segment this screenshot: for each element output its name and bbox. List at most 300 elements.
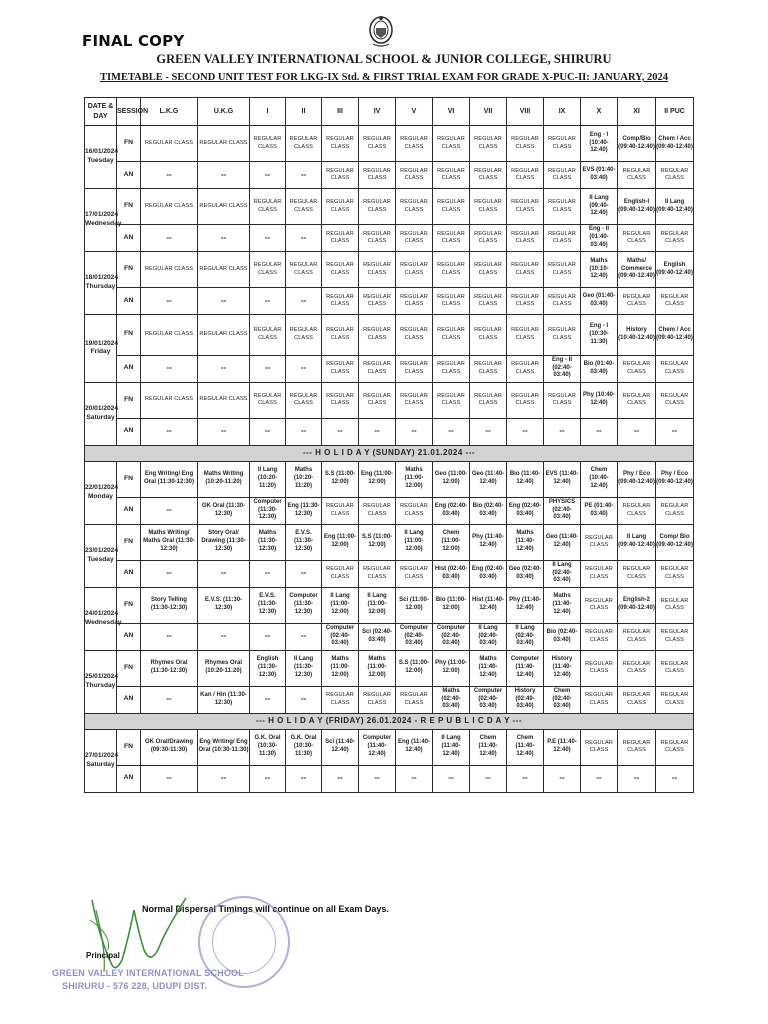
schedule-cell: REGULAR CLASS [396,686,433,713]
schedule-cell: REGULAR CLASS [396,560,433,587]
schedule-cell: REGULAR CLASS [359,225,396,252]
timetable-row [85,225,694,252]
session-cell: FN [117,650,141,686]
schedule-cell: REGULAR CLASS [322,189,359,225]
schedule-cell: REGULAR CLASS [470,288,507,315]
schedule-cell: REGULAR CLASS [581,650,618,686]
timetable-row [85,686,694,713]
schedule-cell: Maths (11:00-12:00) [396,461,433,497]
schedule-cell: History (11:40-12:40) [544,650,581,686]
schedule-cell: Chem (11:40-12:40) [507,729,544,765]
schedule-cell: REGULAR CLASS [141,126,198,162]
schedule-cell: S.S (11:00-12:00) [359,524,396,560]
schedule-cell: REGULAR CLASS [286,252,322,288]
header-row [85,98,694,126]
schedule-cell: -- [359,418,396,445]
schedule-cell: Maths (10:10-12:40) [581,252,618,288]
timetable-row [85,288,694,315]
schedule-cell: REGULAR CLASS [433,189,470,225]
schedule-cell: Eng Writing/ Eng Oral (10:30-11:30) [198,729,250,765]
date-cell: 25/01/2024 Thursday [85,650,117,713]
schedule-cell: Story Telling (11:30-12:30) [141,587,198,623]
session-cell: FN [117,524,141,560]
timetable-row [85,587,694,623]
schedule-cell: Maths Writing (10:20-11:20) [198,461,250,497]
column-header: IV [359,98,396,126]
timetable-row [85,418,694,445]
timetable-row [85,382,694,418]
schedule-cell: G.K. Oral (10:30-11:30) [286,729,322,765]
schedule-cell: -- [581,765,618,792]
schedule-cell: -- [250,765,286,792]
timetable [84,97,694,793]
schedule-cell: REGULAR CLASS [470,355,507,382]
principal-label: Principal [86,951,120,960]
timetable-row [85,650,694,686]
schedule-cell: REGULAR CLASS [396,355,433,382]
schedule-cell: REGULAR CLASS [507,162,544,189]
schedule-cell: REGULAR CLASS [359,252,396,288]
schedule-cell: REGULAR CLASS [581,729,618,765]
schedule-cell: REGULAR CLASS [581,560,618,587]
schedule-cell: -- [286,288,322,315]
date-cell: 18/01/2024 Thursday [85,252,117,315]
schedule-cell: -- [141,162,198,189]
schedule-cell: -- [286,225,322,252]
schedule-cell: REGULAR CLASS [359,560,396,587]
schedule-cell: REGULAR CLASS [618,355,656,382]
schedule-cell: REGULAR CLASS [433,252,470,288]
schedule-cell: REGULAR CLASS [198,252,250,288]
schedule-cell: Phy / Eco (09:40-12:40) [618,461,656,497]
principal-signature [82,880,192,980]
schedule-cell: Computer (02:40-03:40) [433,623,470,650]
schedule-cell: -- [198,418,250,445]
timetable-row [85,623,694,650]
column-header: SESSION [117,98,141,126]
schedule-cell: REGULAR CLASS [656,162,694,189]
column-header: VI [433,98,470,126]
schedule-cell: Phy (11:40-12:40) [507,587,544,623]
schedule-cell: Comp/ Bio (09:40-12:40) [656,524,694,560]
schedule-cell: REGULAR CLASS [507,225,544,252]
schedule-cell: P.E (11:40-12:40) [544,729,581,765]
schedule-cell: EVS (11:40-12:40) [544,461,581,497]
schedule-cell: REGULAR CLASS [141,189,198,225]
schedule-cell: Geo (02:40-03:40) [507,560,544,587]
schedule-cell: REGULAR CLASS [286,126,322,162]
schedule-cell: Eng Writing/ Eng Oral (11:30-12:30) [141,461,198,497]
schedule-cell: REGULAR CLASS [141,382,198,418]
schedule-cell: REGULAR CLASS [544,126,581,162]
schedule-cell: REGULAR CLASS [544,288,581,315]
schedule-cell: II Lang (09:40-12:40) [581,189,618,225]
schedule-cell: REGULAR CLASS [396,497,433,524]
schedule-cell: -- [618,765,656,792]
schedule-cell: REGULAR CLASS [618,225,656,252]
schedule-cell: Eng (02:40-03:40) [433,497,470,524]
schedule-cell: REGULAR CLASS [359,497,396,524]
schedule-cell: Geo (01:40-03:40) [581,288,618,315]
column-header: X [581,98,618,126]
schedule-cell: REGULAR CLASS [250,126,286,162]
schedule-cell: -- [656,418,694,445]
schedule-cell: History (10:40-12:40) [618,315,656,356]
schedule-cell: Maths (11:40-12:40) [544,587,581,623]
schedule-cell: Eng (11:00-12:00) [359,461,396,497]
timetable-row [85,252,694,288]
schedule-cell: -- [544,765,581,792]
stamp-address: SHIRURU - 576 228, UDUPI DIST. [62,981,208,991]
schedule-cell: REGULAR CLASS [322,497,359,524]
schedule-cell: REGULAR CLASS [507,315,544,356]
schedule-cell: Computer (11:30-12:30) [286,587,322,623]
schedule-cell: REGULAR CLASS [470,225,507,252]
schedule-cell: Hist (11:40-12:40) [470,587,507,623]
schedule-cell: REGULAR CLASS [359,686,396,713]
schedule-cell: REGULAR CLASS [322,382,359,418]
schedule-cell: Eng - I (10:40-12:40) [581,126,618,162]
schedule-cell: -- [507,765,544,792]
date-cell: 17/01/2024 Wednesday [85,189,117,252]
schedule-cell: REGULAR CLASS [322,225,359,252]
schedule-cell: G.K. Oral (10:30-11:30) [250,729,286,765]
date-cell: 27/01/2024 Saturday [85,729,117,792]
schedule-cell: Computer (02:40-03:40) [322,623,359,650]
schedule-cell: -- [250,162,286,189]
schedule-cell: Eng (02:40-03:40) [507,497,544,524]
schedule-cell: REGULAR CLASS [656,355,694,382]
schedule-cell: REGULAR CLASS [396,315,433,356]
schedule-cell: Eng - I (10:30-11:30) [581,315,618,356]
schedule-cell: GK Oral (11:30-12:30) [198,497,250,524]
schedule-cell: II Lang (09:40-12:40) [656,189,694,225]
schedule-cell: English-I (09:40-12:40) [618,189,656,225]
schedule-cell: S.S (11:00-12:00) [396,650,433,686]
schedule-cell: Chem (10:40-12:40) [581,461,618,497]
schedule-cell: Computer (11:40-12:40) [359,729,396,765]
schedule-cell: Computer (02:40-03:40) [470,686,507,713]
schedule-cell: II Lang (11:00-12:00) [359,587,396,623]
schedule-cell: REGULAR CLASS [544,162,581,189]
schedule-cell: REGULAR CLASS [470,189,507,225]
schedule-cell: Maths (11:40-12:40) [507,524,544,560]
schedule-cell: Computer (11:40-12:40) [507,650,544,686]
schedule-cell: Sci (11:00-12:00) [396,587,433,623]
schedule-cell: Eng - II (01:40-03:40) [581,225,618,252]
timetable-row [85,315,694,356]
schedule-cell: II Lang (11:00-12:00) [322,587,359,623]
schedule-cell: REGULAR CLASS [618,650,656,686]
session-cell: AN [117,288,141,315]
column-header: L.K.G [141,98,198,126]
session-cell: AN [117,225,141,252]
schedule-cell: Rhymes Oral (10:20-11:20) [198,650,250,686]
column-header: IX [544,98,581,126]
schedule-cell: S.S (11:00-12:00) [322,461,359,497]
final-copy-label: FINAL COPY [82,32,185,50]
schedule-cell: REGULAR CLASS [656,382,694,418]
schedule-cell: English-2 (09:40-12:40) [618,587,656,623]
schedule-cell: Sci (02:40-03:40) [359,623,396,650]
date-cell: 19/01/2024 Friday [85,315,117,383]
schedule-cell: REGULAR CLASS [470,252,507,288]
schedule-cell: Phy (11:00-12:00) [433,650,470,686]
schedule-cell: REGULAR CLASS [507,288,544,315]
schedule-cell: REGULAR CLASS [250,252,286,288]
schedule-cell: Chem / Acc (09:40-12:40) [656,126,694,162]
schedule-cell: -- [656,765,694,792]
schedule-cell: -- [250,225,286,252]
date-cell: 16/01/2024 Tuesday [85,126,117,189]
schedule-cell: REGULAR CLASS [656,560,694,587]
schedule-cell: REGULAR CLASS [141,252,198,288]
schedule-cell: Geo (11:40-12:40) [470,461,507,497]
holiday-label: --- H O L I D A Y (FRIDAY) 26.01.2024 - R E P U B L I C D A Y --- [85,713,694,729]
schedule-cell: REGULAR CLASS [250,189,286,225]
schedule-cell: REGULAR CLASS [470,126,507,162]
schedule-cell: Maths (02:40-03:40) [433,686,470,713]
schedule-cell: REGULAR CLASS [198,126,250,162]
schedule-cell: Bio (01:40-03:40) [581,355,618,382]
schedule-cell: Geo (11:00-12:00) [433,461,470,497]
session-cell: FN [117,252,141,288]
column-header: U.K.G [198,98,250,126]
session-cell: FN [117,189,141,225]
timetable-title: TIMETABLE - SECOND UNIT TEST FOR LKG-IX Std. & FIRST TRIAL EXAM FOR GRADE X-PUC-II: JANUARY, 2024 [99,72,669,83]
schedule-cell: REGULAR CLASS [507,252,544,288]
schedule-cell: REGULAR CLASS [507,126,544,162]
schedule-cell: REGULAR CLASS [322,252,359,288]
schedule-cell: E.V.S. (11:30-12:30) [198,587,250,623]
schedule-cell: II Lang (10:20-11:20) [250,461,286,497]
schedule-cell: Comp/Bio (09:40-12:40) [618,126,656,162]
schedule-cell: Hist (02:40-03:40) [433,560,470,587]
schedule-cell: REGULAR CLASS [322,560,359,587]
schedule-cell: REGULAR CLASS [198,382,250,418]
session-cell: FN [117,315,141,356]
schedule-cell: REGULAR CLASS [322,315,359,356]
schedule-cell: REGULAR CLASS [322,162,359,189]
column-header: V [396,98,433,126]
session-cell: FN [117,729,141,765]
timetable-row [85,765,694,792]
schedule-cell: English (09:40-12:40) [656,252,694,288]
schedule-cell: II Lang (02:40-03:40) [544,560,581,587]
schedule-cell: Chem / Acc (09:40-12:40) [656,315,694,356]
schedule-cell: Eng (11:00-12:00) [322,524,359,560]
schedule-cell: REGULAR CLASS [396,382,433,418]
schedule-cell: REGULAR CLASS [544,382,581,418]
schedule-cell: REGULAR CLASS [656,686,694,713]
schedule-cell: -- [286,418,322,445]
school-crest-icon [367,14,395,48]
schedule-cell: -- [141,497,198,524]
schedule-cell: REGULAR CLASS [396,288,433,315]
schedule-cell: -- [581,418,618,445]
schedule-cell: REGULAR CLASS [656,288,694,315]
schedule-cell: REGULAR CLASS [656,623,694,650]
timetable-row [85,524,694,560]
schedule-cell: Chem (11:00-12:00) [433,524,470,560]
schedule-cell: REGULAR CLASS [581,686,618,713]
schedule-cell: -- [141,355,198,382]
schedule-cell: REGULAR CLASS [359,355,396,382]
schedule-cell: II Lang (11:30-12:30) [286,650,322,686]
schedule-cell: REGULAR CLASS [544,225,581,252]
schedule-cell: REGULAR CLASS [618,729,656,765]
schedule-cell: REGULAR CLASS [396,162,433,189]
stamp-school-name: GREEN VALLEY INTERNATIONAL SCHOOL [52,968,244,978]
schedule-cell: -- [198,288,250,315]
schedule-cell: REGULAR CLASS [507,382,544,418]
schedule-cell: -- [286,355,322,382]
schedule-cell: REGULAR CLASS [618,560,656,587]
timetable-row [85,461,694,497]
schedule-cell: PE (01:40-03:40) [581,497,618,524]
schedule-cell: REGULAR CLASS [656,587,694,623]
schedule-cell: -- [198,162,250,189]
schedule-cell: -- [507,418,544,445]
session-cell: FN [117,587,141,623]
schedule-cell: REGULAR CLASS [433,355,470,382]
schedule-cell: REGULAR CLASS [396,189,433,225]
schedule-cell: Maths (11:00-12:00) [322,650,359,686]
schedule-cell: -- [250,288,286,315]
schedule-cell: -- [286,623,322,650]
session-cell: AN [117,162,141,189]
schedule-cell: REGULAR CLASS [359,315,396,356]
column-header: II PUC [656,98,694,126]
column-header: I [250,98,286,126]
schedule-cell: -- [250,686,286,713]
timetable-row [85,560,694,587]
schedule-cell: REGULAR CLASS [544,189,581,225]
schedule-cell: REGULAR CLASS [618,497,656,524]
schedule-cell: REGULAR CLASS [581,524,618,560]
column-header: VIII [507,98,544,126]
schedule-cell: Bio (11:40-12:40) [507,461,544,497]
schedule-cell: Phy (10:40-12:40) [581,382,618,418]
schedule-cell: REGULAR CLASS [656,497,694,524]
schedule-cell: REGULAR CLASS [396,252,433,288]
schedule-cell: -- [433,418,470,445]
session-cell: AN [117,623,141,650]
schedule-cell: Story Oral/ Drawing (11:30-12:30) [198,524,250,560]
schedule-cell: REGULAR CLASS [286,382,322,418]
date-cell: 24/01/2024 Wednesday [85,587,117,650]
schedule-cell: Eng (02:40-03:40) [470,560,507,587]
schedule-cell: REGULAR CLASS [396,225,433,252]
schedule-cell: REGULAR CLASS [656,650,694,686]
schedule-cell: II Lang (02:40-03:40) [507,623,544,650]
holiday-label: --- H O L I D A Y (SUNDAY) 21.01.2024 --- [85,445,694,461]
schedule-cell: -- [286,162,322,189]
schedule-cell: REGULAR CLASS [322,126,359,162]
schedule-cell: REGULAR CLASS [322,355,359,382]
schedule-cell: Bio (02:40-03:40) [544,623,581,650]
schedule-cell: REGULAR CLASS [433,126,470,162]
schedule-cell: -- [198,560,250,587]
session-cell: FN [117,461,141,497]
date-cell: 22/01/2024 Monday [85,461,117,524]
schedule-cell: -- [322,765,359,792]
session-cell: FN [117,382,141,418]
schedule-cell: REGULAR CLASS [470,315,507,356]
schedule-cell: -- [250,355,286,382]
schedule-cell: REGULAR CLASS [507,355,544,382]
schedule-cell: REGULAR CLASS [322,686,359,713]
session-cell: FN [117,126,141,162]
schedule-cell: REGULAR CLASS [656,729,694,765]
schedule-cell: -- [286,560,322,587]
schedule-cell: -- [198,623,250,650]
schedule-cell: REGULAR CLASS [618,288,656,315]
schedule-cell: -- [250,560,286,587]
schedule-cell: REGULAR CLASS [581,587,618,623]
schedule-cell: Phy (11:40-12:40) [470,524,507,560]
schedule-cell: E.V.S. (11:30-12:30) [286,524,322,560]
schedule-cell: REGULAR CLASS [433,288,470,315]
schedule-cell: REGULAR CLASS [618,686,656,713]
schedule-cell: REGULAR CLASS [656,225,694,252]
schedule-cell: Computer (11:30-12:30) [250,497,286,524]
schedule-cell: -- [618,418,656,445]
schedule-cell: -- [198,355,250,382]
timetable-row [85,497,694,524]
schedule-cell: REGULAR CLASS [618,382,656,418]
schedule-cell: II Lang (11:40-12:40) [433,729,470,765]
schedule-cell: REGULAR CLASS [581,623,618,650]
schedule-cell: Geo (11:40-12:40) [544,524,581,560]
schedule-cell: History (02:40-03:40) [507,686,544,713]
schedule-cell: Computer (02:40-03:40) [396,623,433,650]
timetable-row [85,729,694,765]
schedule-cell: Kan / Hin (11:30-12:30) [198,686,250,713]
schedule-cell: Bio (02:40-03:40) [470,497,507,524]
schedule-cell: -- [141,560,198,587]
timetable-row [85,355,694,382]
schedule-cell: II Lang (09:40-12:40) [618,524,656,560]
schedule-cell: -- [322,418,359,445]
timetable-row [85,189,694,225]
schedule-cell: Eng - II (02:40-03:40) [544,355,581,382]
schedule-cell: Phy / Eco (09:40-12:40) [656,461,694,497]
schedule-cell: Maths (11:40-12:40) [470,650,507,686]
schedule-cell: REGULAR CLASS [433,162,470,189]
schedule-cell: -- [141,623,198,650]
session-cell: AN [117,355,141,382]
schedule-cell: REGULAR CLASS [544,315,581,356]
schedule-cell: Maths (10:20-11:20) [286,461,322,497]
schedule-cell: REGULAR CLASS [359,162,396,189]
date-cell: 23/01/2024 Tuesday [85,524,117,587]
column-header: II [286,98,322,126]
schedule-cell: Chem (11:40-12:40) [470,729,507,765]
schedule-cell: REGULAR CLASS [433,382,470,418]
column-header: XI [618,98,656,126]
schedule-cell: REGULAR CLASS [198,315,250,356]
column-header: VII [470,98,507,126]
schedule-cell: GK Oral/Drawing (09:30-11:30) [141,729,198,765]
schedule-cell: REGULAR CLASS [470,162,507,189]
schedule-cell: -- [250,623,286,650]
schedule-cell: REGULAR CLASS [286,189,322,225]
schedule-cell: -- [250,418,286,445]
timetable-row [85,162,694,189]
schedule-cell: Eng (11:30-12:30) [286,497,322,524]
schedule-cell: -- [198,765,250,792]
